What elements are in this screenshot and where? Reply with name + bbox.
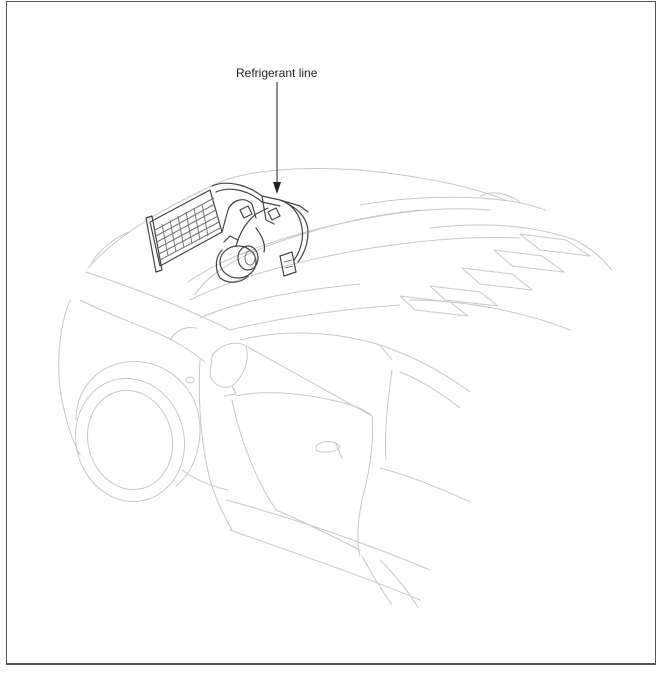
refrigerant-line-leader [273,82,281,194]
condenser [146,190,222,272]
vehicle-outline [59,169,612,609]
refrigerant-line-label: Refrigerant line [236,66,318,80]
refrigerant-lines [212,183,308,276]
